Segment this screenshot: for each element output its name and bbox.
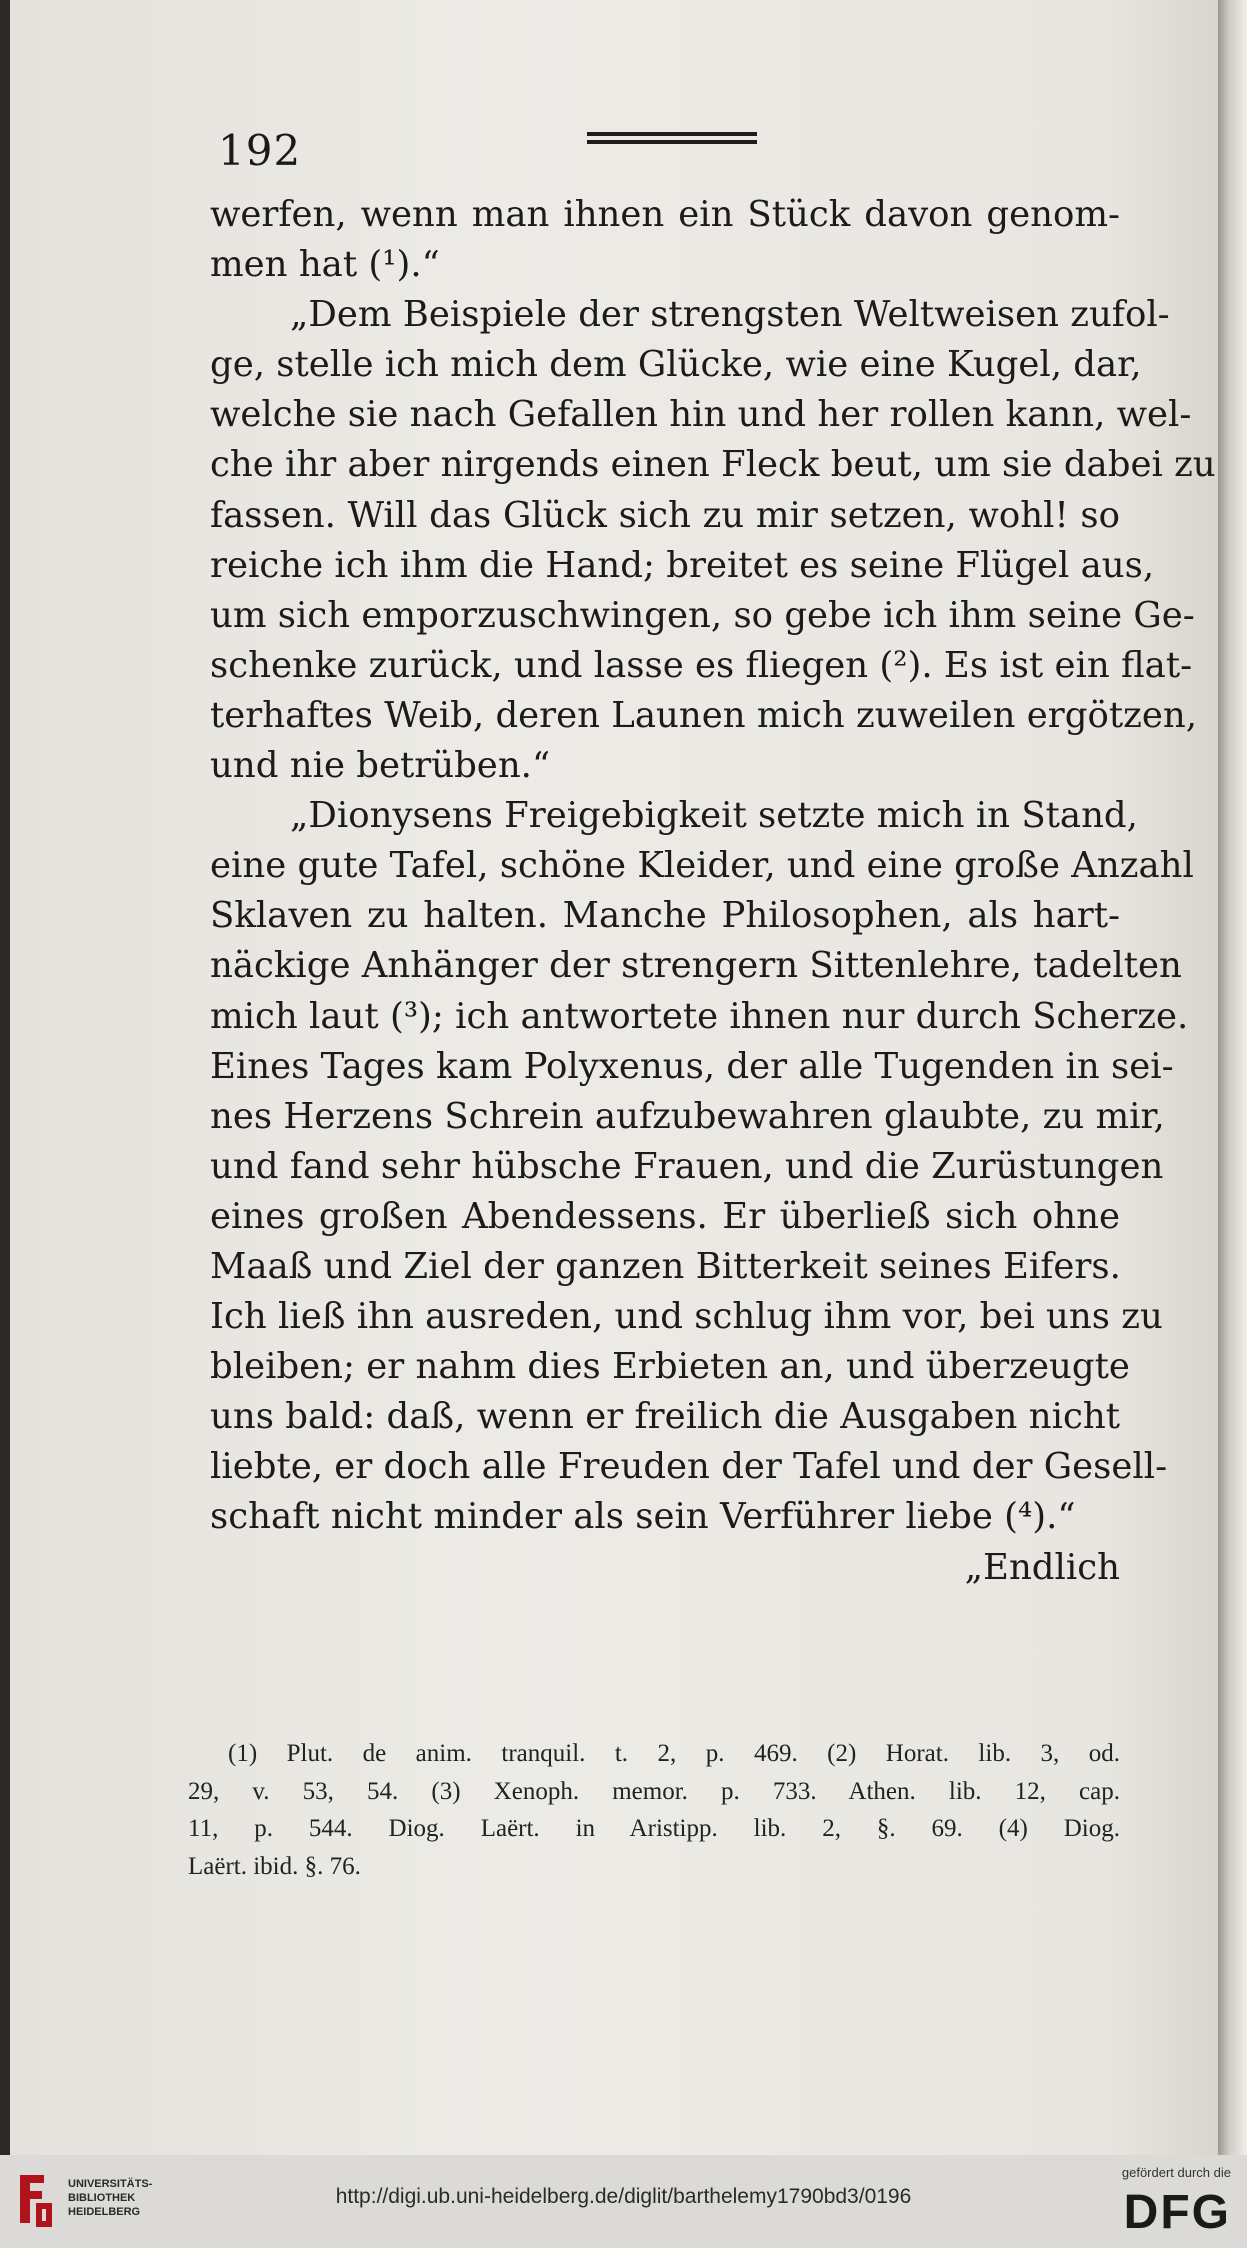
text-line: nes Herzens Schrein aufzubewahren glaubte, zu mir, [210,1095,1165,1137]
text-line: mich laut (³); ich antwortete ihnen nur durch Scherze. [210,995,1189,1037]
text-line: Ich ließ ihn ausreden, und schlug ihm vor, bei uns zu [210,1296,1163,1338]
text-line: und nie betrüben.“ [210,745,551,787]
page-number: 192 [218,126,302,175]
library-name-line: BIBLIOTHEK [68,2192,136,2204]
text-line: werfen, wenn man ihnen ein Stück davon genom- [210,194,1120,235]
text-line: „Dem Beispiele der strengsten Weltweisen zufol- [290,294,1170,336]
footnote-line: Laërt. ibid. §. 76. [188,1852,361,1880]
footer-bar [0,2155,1247,2248]
source-url-link[interactable]: http://digi.ub.uni-heidelberg.de/diglit/barthelemy1790bd3/0196 [335,2185,912,2208]
text-line: eines großen Abendessens. Er überließ sich ohne [210,1195,1120,1237]
text-line: „Endlich [964,1546,1120,1588]
text-line: um sich emporzuschwingen, so gebe ich ihm seine Ge- [210,594,1195,636]
dfg-logo[interactable]: DFG [1123,2186,1231,2239]
footnotes [188,1735,1120,1885]
text-line: uns bald: daß, wenn er freilich die Ausgaben nicht [210,1396,1120,1438]
dfg-caption: gefördert durch die [1121,2165,1231,2180]
text-line: und fand sehr hübsche Frauen, und die Zurüstungen [210,1145,1164,1187]
text-line: men hat (¹).“ [210,244,440,286]
text-line: ge, stelle ich mich dem Glücke, wie eine Kugel, dar, [210,344,1142,386]
page-edge [1218,0,1247,2155]
library-name-line: UNIVERSITÄTS- [68,2178,153,2190]
text-line: eine gute Tafel, schöne Kleider, und eine große Anzahl [210,845,1194,887]
body-text [210,190,1216,1593]
text-line: Maaß und Ziel der ganzen Bitterkeit seines Eifers. [210,1245,1121,1287]
text-line: welche sie nach Gefallen hin und her rollen kann, wel- [210,394,1192,436]
text-line: Eines Tages kam Polyxenus, der alle Tugenden in sei- [210,1045,1174,1087]
text-line: schenke zurück, und lasse es fliegen (²). Es ist ein flat- [210,644,1193,686]
text-line: bleiben; er nahm dies Erbieten an, und überzeugte [210,1346,1130,1388]
footnote-line: 29, v. 53, 54. (3) Xenoph. memor. p. 733. Athen. lib. 12, cap. [188,1777,1120,1805]
footnote-line: (1) Plut. de anim. tranquil. t. 2, p. 469. (2) Horat. lib. 3, od. [228,1740,1120,1767]
text-line: „Dionysens Freigebigkeit setzte mich in Stand, [290,795,1138,837]
text-line: schaft nicht minder als sein Verführer liebe (⁴).“ [210,1496,1076,1538]
library-name-line: HEIDELBERG [68,2206,141,2218]
footnote-line: 11, p. 544. Diog. Laërt. in Aristipp. lib. 2, §. 69. (4) Diog. [188,1815,1120,1842]
text-line: terhaftes Weib, deren Launen mich zuweilen ergötzen, [210,694,1197,736]
text-line: che ihr aber nirgends einen Fleck beut, um sie dabei zu [210,444,1216,486]
text-line: reiche ich ihm die Hand; breitet es seine Flügel aus, [210,544,1155,586]
text-line: liebte, er doch alle Freuden der Tafel und der Gesell- [210,1446,1168,1488]
text-line: Sklaven zu halten. Manche Philosophen, als hart- [210,895,1120,937]
text-line: näckige Anhänger der strengern Sittenlehre, tadelten [210,945,1182,987]
header-rule [587,132,757,146]
text-line: fassen. Will das Glück sich zu mir setzen, wohl! so [210,494,1120,536]
